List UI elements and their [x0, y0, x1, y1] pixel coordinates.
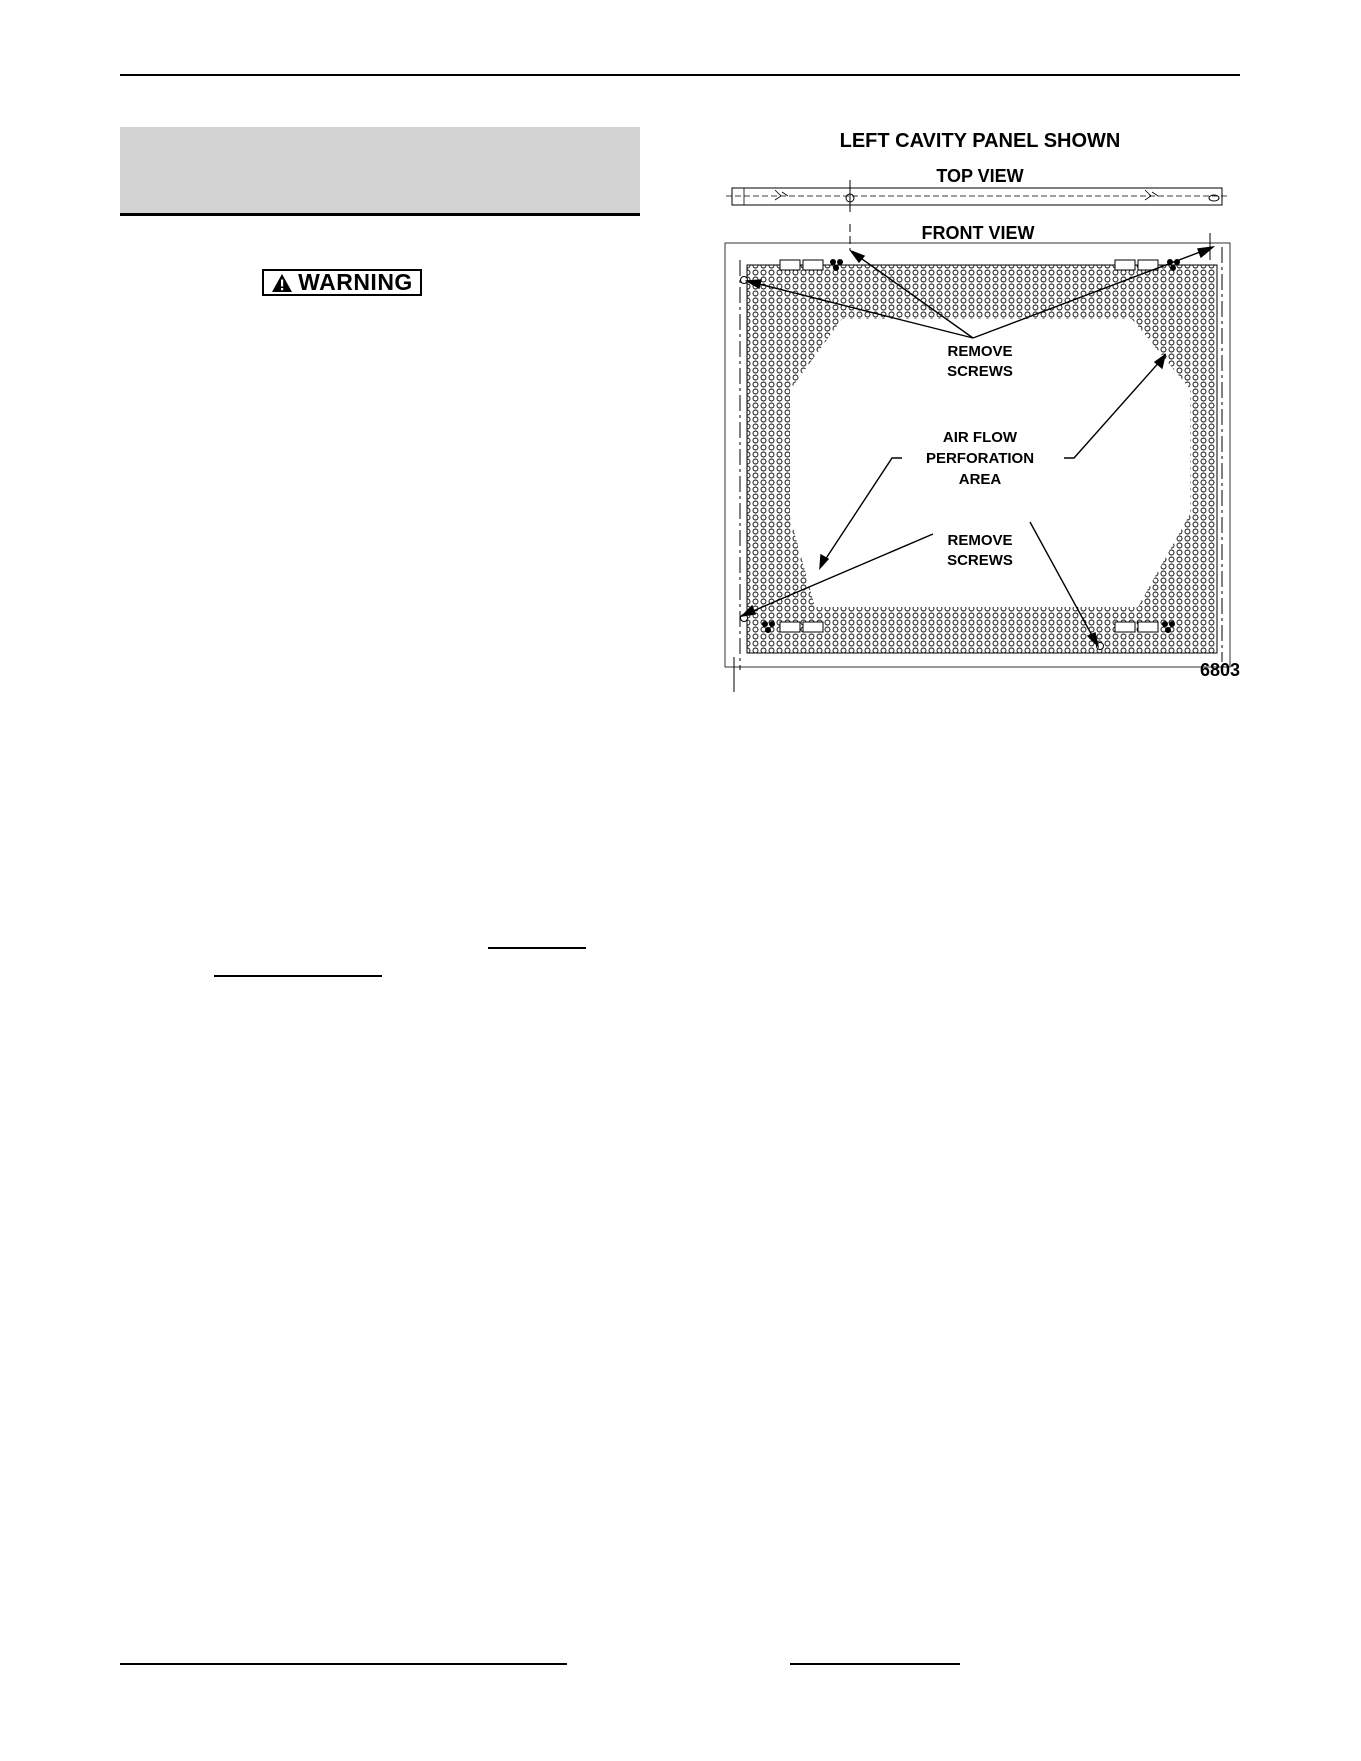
callout-remove-screws-bottom: REMOVE SCREWS: [947, 532, 1013, 569]
section-heading-box: [120, 127, 640, 216]
top-view-label: TOP VIEW: [936, 166, 1024, 186]
footer-rule-left: [120, 1663, 567, 1665]
text-underline-2: [214, 975, 382, 977]
warning-badge: [262, 269, 422, 296]
front-view-label: FRONT VIEW: [921, 223, 1035, 243]
warning-label: WARNING: [298, 269, 413, 295]
figure-number: 6803: [1199, 660, 1240, 680]
header-rule: [120, 74, 1240, 76]
footer-rule-right: [790, 1663, 960, 1665]
panel-drawing: [720, 122, 1240, 692]
warning-triangle-icon: [271, 273, 293, 293]
callout-air-flow-perforation-area: AIR FLOW PERFORATION AREA: [925, 429, 1035, 488]
callout-remove-screws-top: REMOVE SCREWS: [947, 343, 1013, 380]
top-view-drawing: [726, 180, 1229, 212]
figure-title: LEFT CAVITY PANEL SHOWN: [839, 130, 1121, 152]
text-underline-1: [488, 947, 586, 949]
cavity-panel-figure: [720, 122, 1240, 692]
